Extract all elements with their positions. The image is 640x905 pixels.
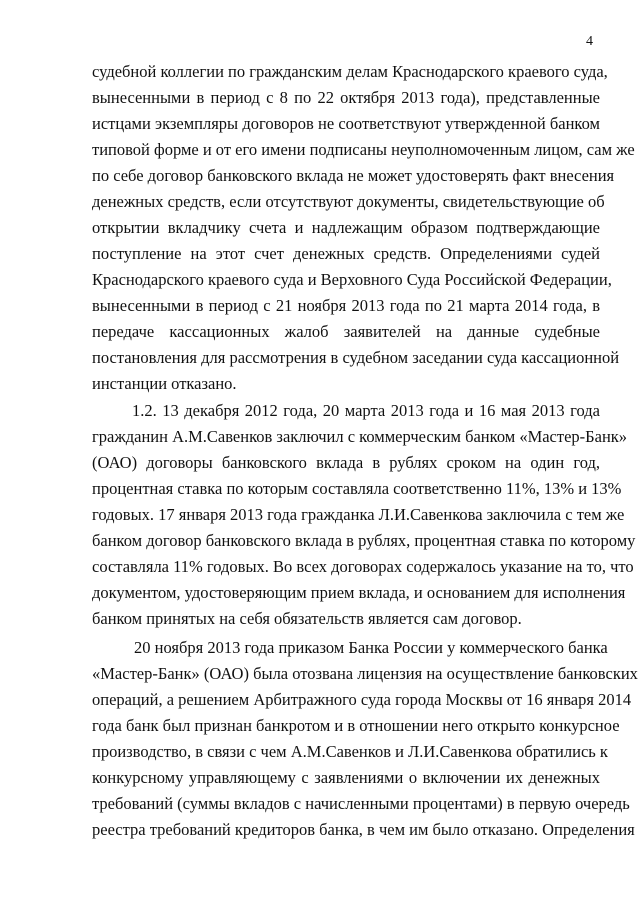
- text-line: денежных средств, если отсутствуют документы, свидетельствующие об: [92, 192, 605, 211]
- text-line: документом, удостоверяющим прием вклада, и основанием для исполнения: [92, 583, 626, 602]
- text-line: конкурсному управляющему с заявлениями о включении их денежных: [92, 768, 600, 787]
- page-number: 4: [586, 34, 593, 49]
- text-line: «Мастер-Банк» (ОАО) была отозвана лицензия на осуществление банковских: [92, 664, 638, 683]
- text-line: (ОАО) договоры банковского вклада в рублях сроком на один год,: [92, 453, 600, 472]
- text-line: банком принятых на себя обязательств является сам договор.: [92, 609, 522, 628]
- text-line: открытии вкладчику счета и надлежащим образом подтверждающие: [92, 218, 600, 237]
- text-line: года банк был признан банкротом и в отношении него открыто конкурсное: [92, 716, 620, 735]
- text-line: банком договор банковского вклада в рублях, процентная ставка по которому: [92, 531, 636, 550]
- paragraph-first-line: 20 ноября 2013 года приказом Банка России у коммерческого банка: [134, 638, 608, 657]
- paragraph-first-line: 1.2. 13 декабря 2012 года, 20 марта 2013 года и 16 мая 2013 года: [132, 401, 600, 420]
- text-line: реестра требований кредиторов банка, в чем им было отказано. Определения: [92, 820, 635, 839]
- text-line: истцами экземпляры договоров не соответствуют утвержденной банком: [92, 114, 600, 133]
- text-line: процентная ставка по которым составляла соответственно 11%, 13% и 13%: [92, 479, 622, 498]
- text-line: составляла 11% годовых. Во всех договорах содержалось указание на то, что: [92, 557, 634, 576]
- text-line: по себе договор банковского вклада не может удостоверять факт внесения: [92, 166, 615, 185]
- text-line: гражданин А.М.Савенков заключил с коммерческим банком «Мастер-Банк»: [92, 427, 628, 446]
- text-line: инстанции отказано.: [92, 374, 237, 393]
- text-line: операций, а решением Арбитражного суда города Москвы от 16 января 2014: [92, 690, 632, 709]
- text-line: вынесенными в период с 21 ноября 2013 года по 21 марта 2014 года, в: [92, 296, 600, 315]
- text-line: годовых. 17 января 2013 года гражданка Л.И.Савенкова заключила с тем же: [92, 505, 625, 524]
- text-line: постановления для рассмотрения в судебном заседании суда кассационной: [92, 348, 620, 367]
- text-line: требований (суммы вкладов с начисленными процентами) в первую очередь: [92, 794, 630, 813]
- text-line: вынесенными в период с 8 по 22 октября 2013 года), представленные: [92, 88, 600, 107]
- text-line: поступление на этот счет денежных средств. Определениями судей: [92, 244, 600, 263]
- text-line: судебной коллегии по гражданским делам Краснодарского краевого суда,: [92, 62, 608, 81]
- text-line: производство, в связи с чем А.М.Савенков и Л.И.Савенкова обратились к: [92, 742, 608, 761]
- text-line: Краснодарского краевого суда и Верховного Суда Российской Федерации,: [92, 270, 612, 289]
- text-line: типовой форме и от его имени подписаны неуполномоченным лицом, сам же: [92, 140, 635, 159]
- text-line: передаче кассационных жалоб заявителей на данные судебные: [92, 322, 600, 341]
